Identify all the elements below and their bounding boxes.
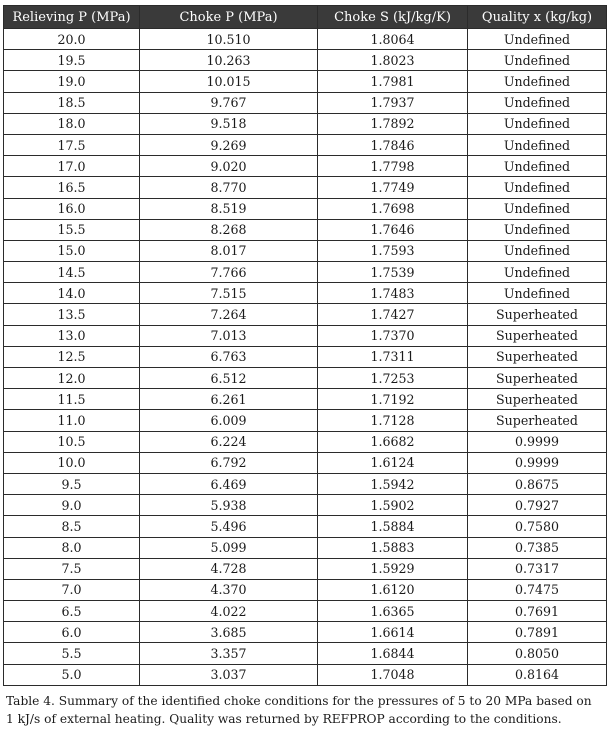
choke-entropy-cell: 1.7427 — [318, 304, 468, 325]
table-row — [4, 29, 607, 50]
quality-cell: Superheated — [468, 368, 607, 389]
choke-pressure-cell: 5.099 — [140, 537, 318, 558]
table-row — [4, 113, 607, 134]
choke-pressure-cell: 10.015 — [140, 71, 318, 92]
choke-pressure-cell: 7.515 — [140, 283, 318, 304]
choke-conditions-table — [3, 5, 607, 686]
table-header — [4, 6, 607, 29]
quality-cell: Undefined — [468, 219, 607, 240]
choke-entropy-cell: 1.7593 — [318, 240, 468, 261]
table-row — [4, 156, 607, 177]
relieving-pressure-cell: 8.5 — [4, 516, 140, 537]
choke-entropy-cell: 1.7892 — [318, 113, 468, 134]
relieving-pressure-cell: 12.0 — [4, 368, 140, 389]
relieving-pressure-cell: 19.0 — [4, 71, 140, 92]
table-row — [4, 304, 607, 325]
quality-cell: Undefined — [468, 283, 607, 304]
choke-pressure-cell: 9.518 — [140, 113, 318, 134]
document-page — [3, 0, 606, 728]
choke-entropy-cell: 1.5883 — [318, 537, 468, 558]
choke-entropy-cell: 1.7981 — [318, 71, 468, 92]
choke-pressure-header: Choke P (MPa) — [140, 6, 318, 29]
table-row — [4, 558, 607, 579]
quality-cell: Undefined — [468, 50, 607, 71]
quality-cell: 0.9999 — [468, 431, 607, 452]
choke-pressure-cell: 9.269 — [140, 134, 318, 155]
quality-cell: Undefined — [468, 71, 607, 92]
quality-header: Quality x (kg/kg) — [468, 6, 607, 29]
quality-cell: Superheated — [468, 346, 607, 367]
table-row — [4, 92, 607, 113]
relieving-pressure-cell: 7.5 — [4, 558, 140, 579]
relieving-pressure-cell: 10.0 — [4, 452, 140, 473]
relieving-pressure-cell: 17.0 — [4, 156, 140, 177]
relieving-pressure-cell: 13.5 — [4, 304, 140, 325]
choke-pressure-cell: 4.022 — [140, 601, 318, 622]
choke-pressure-cell: 10.510 — [140, 29, 318, 50]
choke-entropy-cell: 1.7370 — [318, 325, 468, 346]
quality-cell: Undefined — [468, 177, 607, 198]
choke-entropy-header: Choke S (kJ/kg/K) — [318, 6, 468, 29]
quality-cell: 0.9999 — [468, 452, 607, 473]
choke-entropy-cell: 1.7937 — [318, 92, 468, 113]
table-row — [4, 622, 607, 643]
relieving-pressure-cell: 15.5 — [4, 219, 140, 240]
choke-entropy-cell: 1.7253 — [318, 368, 468, 389]
choke-pressure-cell: 6.512 — [140, 368, 318, 389]
relieving-pressure-cell: 12.5 — [4, 346, 140, 367]
choke-pressure-cell: 4.728 — [140, 558, 318, 579]
choke-entropy-cell: 1.6124 — [318, 452, 468, 473]
choke-pressure-cell: 9.767 — [140, 92, 318, 113]
choke-pressure-cell: 3.357 — [140, 643, 318, 664]
quality-cell: Undefined — [468, 29, 607, 50]
relieving-pressure-cell: 13.0 — [4, 325, 140, 346]
choke-pressure-cell: 6.792 — [140, 452, 318, 473]
relieving-pressure-cell: 8.0 — [4, 537, 140, 558]
quality-cell: 0.8050 — [468, 643, 607, 664]
quality-cell: Undefined — [468, 240, 607, 261]
choke-entropy-cell: 1.6682 — [318, 431, 468, 452]
quality-cell: 0.7891 — [468, 622, 607, 643]
choke-pressure-cell: 7.766 — [140, 262, 318, 283]
choke-entropy-cell: 1.7646 — [318, 219, 468, 240]
quality-cell: Undefined — [468, 92, 607, 113]
choke-pressure-cell: 8.519 — [140, 198, 318, 219]
table-row — [4, 177, 607, 198]
quality-cell: 0.8675 — [468, 473, 607, 494]
choke-pressure-cell: 3.685 — [140, 622, 318, 643]
relieving-pressure-cell: 18.5 — [4, 92, 140, 113]
choke-entropy-cell: 1.7698 — [318, 198, 468, 219]
relieving-pressure-cell: 18.0 — [4, 113, 140, 134]
table-row — [4, 368, 607, 389]
quality-cell: 0.8164 — [468, 664, 607, 685]
quality-cell: 0.7475 — [468, 579, 607, 600]
choke-entropy-cell: 1.7846 — [318, 134, 468, 155]
choke-entropy-cell: 1.6844 — [318, 643, 468, 664]
choke-pressure-cell: 6.224 — [140, 431, 318, 452]
quality-cell: Undefined — [468, 134, 607, 155]
choke-entropy-cell: 1.6365 — [318, 601, 468, 622]
quality-cell: Undefined — [468, 262, 607, 283]
choke-entropy-cell: 1.7048 — [318, 664, 468, 685]
quality-cell: Undefined — [468, 156, 607, 177]
choke-pressure-cell: 8.268 — [140, 219, 318, 240]
quality-cell: 0.7580 — [468, 516, 607, 537]
table-row — [4, 283, 607, 304]
choke-pressure-cell: 6.469 — [140, 473, 318, 494]
choke-pressure-cell: 8.770 — [140, 177, 318, 198]
table-row — [4, 410, 607, 431]
table-row — [4, 198, 607, 219]
choke-pressure-cell: 7.264 — [140, 304, 318, 325]
choke-pressure-cell: 7.013 — [140, 325, 318, 346]
table-caption: Table 4. Summary of the identified choke conditions for the pressures of 5 to 20 MPa based on 1 kJ/s of external heating. Quality was returned by REFPROP according to the conditions. — [6, 693, 592, 726]
table-row — [4, 643, 607, 664]
relieving-pressure-cell: 10.5 — [4, 431, 140, 452]
relieving-pressure-cell: 16.5 — [4, 177, 140, 198]
relieving-pressure-cell: 11.5 — [4, 389, 140, 410]
table-row — [4, 219, 607, 240]
table-row — [4, 579, 607, 600]
relieving-pressure-cell: 15.0 — [4, 240, 140, 261]
choke-entropy-cell: 1.5929 — [318, 558, 468, 579]
choke-entropy-cell: 1.6120 — [318, 579, 468, 600]
relieving-pressure-cell: 16.0 — [4, 198, 140, 219]
quality-cell: 0.7385 — [468, 537, 607, 558]
choke-entropy-cell: 1.7483 — [318, 283, 468, 304]
choke-entropy-cell: 1.5942 — [318, 473, 468, 494]
choke-pressure-cell: 10.263 — [140, 50, 318, 71]
choke-pressure-cell: 6.261 — [140, 389, 318, 410]
table-row — [4, 601, 607, 622]
choke-entropy-cell: 1.7539 — [318, 262, 468, 283]
choke-entropy-cell: 1.5884 — [318, 516, 468, 537]
table-row — [4, 389, 607, 410]
relieving-pressure-cell: 5.0 — [4, 664, 140, 685]
quality-cell: Superheated — [468, 410, 607, 431]
table-body — [4, 29, 607, 686]
choke-entropy-cell: 1.7128 — [318, 410, 468, 431]
relieving-pressure-header: Relieving P (MPa) — [4, 6, 140, 29]
relieving-pressure-cell: 5.5 — [4, 643, 140, 664]
choke-entropy-cell: 1.7192 — [318, 389, 468, 410]
choke-pressure-cell: 5.938 — [140, 495, 318, 516]
table-row — [4, 50, 607, 71]
choke-pressure-cell: 3.037 — [140, 664, 318, 685]
table-row — [4, 134, 607, 155]
quality-cell: Superheated — [468, 304, 607, 325]
quality-cell: 0.7927 — [468, 495, 607, 516]
header-row — [4, 6, 607, 29]
choke-pressure-cell: 4.370 — [140, 579, 318, 600]
table-row — [4, 516, 607, 537]
relieving-pressure-cell: 20.0 — [4, 29, 140, 50]
quality-cell: Superheated — [468, 325, 607, 346]
relieving-pressure-cell: 17.5 — [4, 134, 140, 155]
quality-cell: Undefined — [468, 113, 607, 134]
relieving-pressure-cell: 9.0 — [4, 495, 140, 516]
table-row — [4, 240, 607, 261]
choke-entropy-cell: 1.8064 — [318, 29, 468, 50]
relieving-pressure-cell: 19.5 — [4, 50, 140, 71]
table-row — [4, 71, 607, 92]
choke-pressure-cell: 9.020 — [140, 156, 318, 177]
relieving-pressure-cell: 7.0 — [4, 579, 140, 600]
table-row — [4, 431, 607, 452]
table-row — [4, 473, 607, 494]
table-row — [4, 262, 607, 283]
choke-pressure-cell: 6.763 — [140, 346, 318, 367]
table-row — [4, 452, 607, 473]
choke-pressure-cell: 6.009 — [140, 410, 318, 431]
table-row — [4, 495, 607, 516]
quality-cell: Undefined — [468, 198, 607, 219]
table-row — [4, 537, 607, 558]
quality-cell: 0.7691 — [468, 601, 607, 622]
relieving-pressure-cell: 14.5 — [4, 262, 140, 283]
relieving-pressure-cell: 6.5 — [4, 601, 140, 622]
choke-pressure-cell: 8.017 — [140, 240, 318, 261]
quality-cell: Superheated — [468, 389, 607, 410]
choke-entropy-cell: 1.5902 — [318, 495, 468, 516]
relieving-pressure-cell: 11.0 — [4, 410, 140, 431]
choke-entropy-cell: 1.7749 — [318, 177, 468, 198]
relieving-pressure-cell: 14.0 — [4, 283, 140, 304]
choke-entropy-cell: 1.7311 — [318, 346, 468, 367]
relieving-pressure-cell: 6.0 — [4, 622, 140, 643]
choke-entropy-cell: 1.8023 — [318, 50, 468, 71]
quality-cell: 0.7317 — [468, 558, 607, 579]
choke-pressure-cell: 5.496 — [140, 516, 318, 537]
table-row — [4, 325, 607, 346]
choke-entropy-cell: 1.7798 — [318, 156, 468, 177]
table-row — [4, 346, 607, 367]
choke-entropy-cell: 1.6614 — [318, 622, 468, 643]
relieving-pressure-cell: 9.5 — [4, 473, 140, 494]
table-row — [4, 664, 607, 685]
